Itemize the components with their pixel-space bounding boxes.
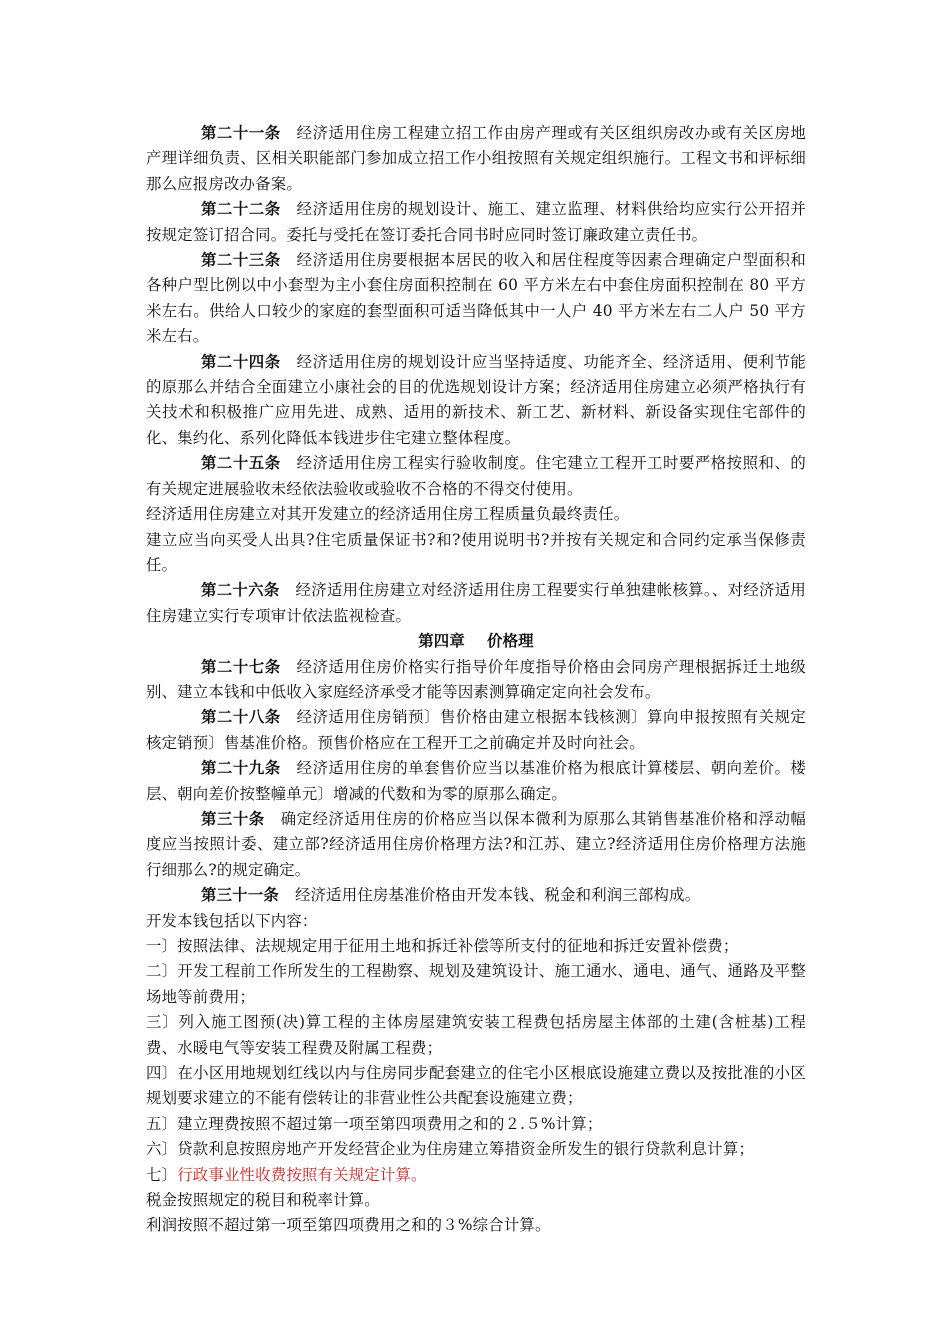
article-number: 第二十八条	[201, 708, 281, 727]
article-text: 经济适用住房销预〕售价格由建立根据本钱核测〕算向申报按照有关规定核定销预〕售基准价格。预售价格应在工程开工之前确定并及时向社会。	[146, 708, 806, 752]
cost-item-7	[146, 1163, 806, 1188]
article-29	[146, 756, 806, 807]
cost-item-1: 一〕按照法律、法规规定用于征用土地和拆迁补偿等所支付的征地和拆迁安置补偿费；	[146, 937, 739, 955]
article-27	[146, 655, 806, 706]
cost-item-5: 五〕建立理费按照不超过第一项至第四项费用之和的２.５%计算；	[146, 1114, 603, 1133]
article-22	[146, 197, 806, 248]
cost-item-4: 四〕在小区用地规划红线以内与住房同步配套建立的住宅小区根底设施建立费以及按批准的小区规划要求建立的不能有偿转让的非营业性公共配套设施建立费；	[146, 1064, 806, 1108]
article-number: 第三十条	[201, 809, 265, 828]
paragraph-warranty: 建立应当向买受人出具?住宅质量保证书?和?使用说明书?并按有关规定和合同约定承当保修责任。	[146, 530, 806, 574]
chapter-title: 价格理	[487, 632, 534, 651]
article-21	[146, 121, 806, 197]
article-number: 第二十六条	[201, 581, 280, 600]
article-28	[146, 705, 806, 756]
article-number: 第二十七条	[201, 657, 281, 676]
cost-item-7-highlight: 行政事业性收费按照有关规定计算。	[177, 1165, 427, 1184]
paragraph-quality-responsibility: 经济适用住房建立对其开发建立的经济适用住房工程质量负最终责任。	[146, 505, 630, 524]
article-text: 经济适用住房的规划设计应当坚持适度、功能齐全、经济适用、便利节能的原那么并结合全面建立小康社会的目的优选规划设计方案；经济适用住房建立必须严格执行有关技术和积极推广应用先进、成熟、适用的新技术、新工艺、新材料、新设备实现住宅部件的化、集约化、系列化降低本钱进步住宅建立整体程度。	[146, 352, 806, 447]
article-number: 第三十一条	[201, 886, 279, 905]
document-body	[146, 121, 806, 1239]
article-text: 经济适用住房的单套售价应当以基准价格为根底计算楼层、朝向差价。楼层、朝向差价按整幢单元〕增减的代数和为零的原那么确定。	[146, 759, 806, 803]
article-text: 经济适用住房基准价格由开发本钱、税金和利润三部构成。	[294, 886, 701, 905]
article-number: 第二十四条	[201, 352, 281, 371]
article-23	[146, 248, 806, 350]
article-text: 确定经济适用住房的价格应当以保本微利为原那么其销售基准价格和浮动幅度应当按照计委、建立部?经济适用住房价格理方法?和江苏、建立?经济适用住房价格理方法施行细那么?的规定确定。	[146, 809, 806, 879]
article-24	[146, 350, 806, 452]
cost-item-7-prefix: 七〕	[146, 1165, 178, 1184]
article-text: 经济适用住房要根据本居民的收入和居住程度等因素合理确定户型面积和各种户型比例以中小套型为主小套住房面积控制在 60 平方米左右中套住房面积控制在 80 平方米左右。供给人口较少的家庭的套型面积可适当降低其中一人户 40 平方米左右二人户 50 平方米左右。	[146, 251, 806, 346]
paragraph-tax: 税金按照规定的税目和税率计算。	[146, 1191, 380, 1210]
article-number: 第二十五条	[201, 454, 281, 473]
article-number: 第二十三条	[201, 251, 281, 270]
paragraph-profit: 利润按照不超过第一项至第四项费用之和的３%综合计算。	[146, 1216, 551, 1235]
article-number: 第二十二条	[201, 200, 281, 219]
article-text: 经济适用住房工程建立招工作由房产理或有关区组织房改办或有关区房地产理详细负责、区相关职能部门参加成立招工作小组按照有关规定组织施行。工程文书和评标细那么应报房改办备案。	[146, 124, 806, 193]
cost-item-2: 二〕开发工程前工作所发生的工程勘察、规划及建筑设计、施工通水、通电、通气、通路及平整场地等前费用；	[146, 962, 806, 1006]
article-text: 经济适用住房工程实行验收制度。住宅建立工程开工时要严格按照和、的有关规定进展验收未经依法验收或验收不合格的不得交付使用。	[146, 454, 806, 498]
article-text: 经济适用住房的规划设计、施工、建立监理、材料供给均应实行公开招并按规定签订招合同。委托与受托在签订委托合同书时应同时签订廉政建立责任书。	[146, 200, 806, 244]
chapter-number: 第四章	[418, 632, 465, 651]
article-30	[146, 807, 806, 883]
chapter-heading	[146, 629, 806, 654]
article-26	[146, 578, 806, 629]
cost-list-intro: 开发本钱包括以下内容：	[146, 911, 318, 930]
article-text: 经济适用住房建立对经济适用住房工程要实行单独建帐核算。、对经济适用住房建立实行专项审计依法监视检查。	[146, 581, 806, 625]
article-number: 第二十九条	[201, 759, 281, 778]
article-25	[146, 451, 806, 502]
cost-item-6: 六〕贷款利息按照房地产开发经营企业为住房建立筹措资金所发生的银行贷款利息计算；	[146, 1140, 755, 1159]
article-text: 经济适用住房价格实行指导价年度指导价格由会同房产理根据拆迁土地级别、建立本钱和中低收入家庭经济承受才能等因素测算确定定向社会发布。	[146, 657, 806, 701]
cost-item-3: 三〕列入施工图预(决)算工程的主体房屋建筑安装工程费包括房屋主体部的土建(含桩基)工程费、水暖电气等安装工程费及附属工程费；	[146, 1013, 806, 1057]
article-31	[146, 883, 806, 908]
article-number: 第二十一条	[201, 124, 281, 142]
